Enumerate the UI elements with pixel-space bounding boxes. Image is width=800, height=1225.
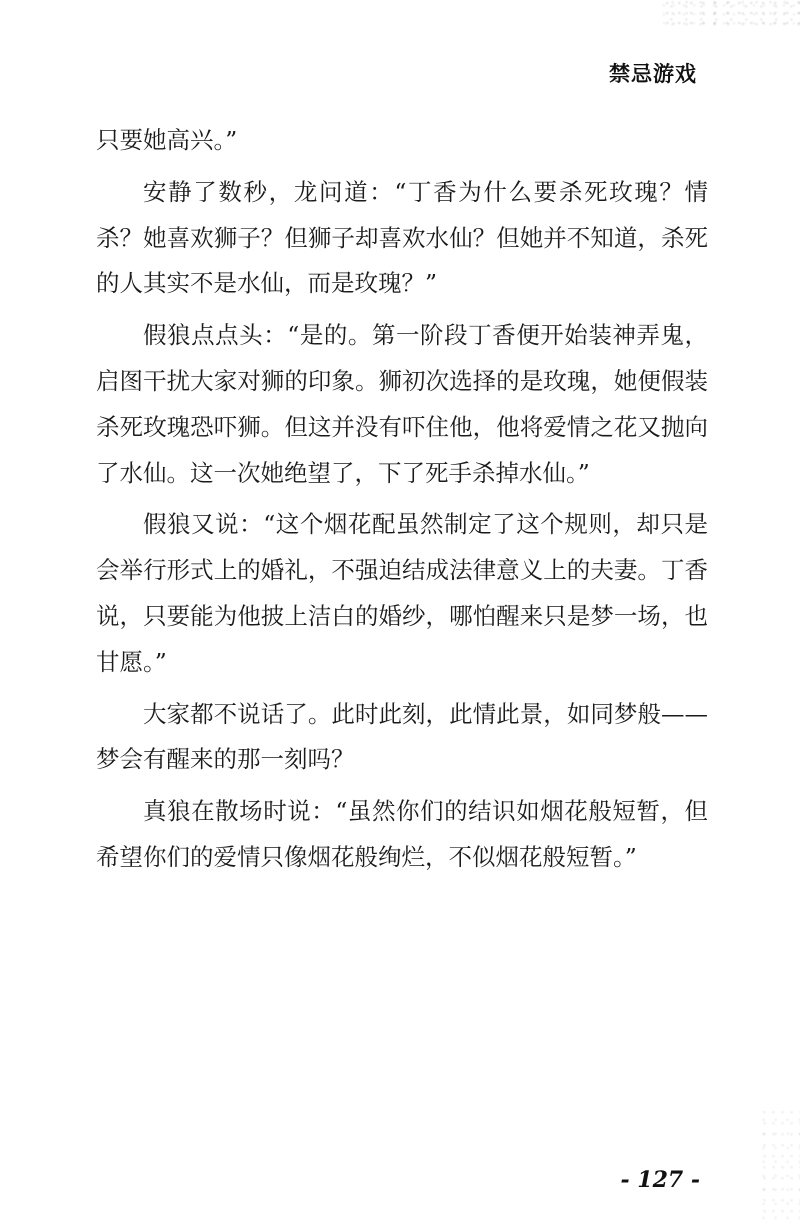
paragraph-1: 只要她高兴。” [96,126,238,154]
scan-noise-edge [760,1110,800,1220]
paragraph-4: 假狼又说：“这个烟花配虽然制定了这个规则，却只是会举行形式上的婚礼，不强迫结成法律意义上的夫妻。丁香说，只要能为他披上洁白的婚纱，哪怕醒来只是梦一场，也甘愿。” [96,510,708,676]
scan-noise-top [660,0,800,28]
paragraph-5: 大家都不说话了。此时此刻，此情此景，如同梦般——梦会有醒来的那一刻吗？ [96,699,708,774]
running-header-title: 禁忌游戏 [609,62,697,86]
paragraph-6: 真狼在散场时说：“虽然你们的结识如烟花般短暂，但希望你们的爱情只像烟花般绚烂，不似烟花般短暂。” [96,797,708,871]
body-text [96,118,708,887]
paragraph-3: 假狼点点头：“是的。第一阶段丁香便开始装神弄鬼，启图干扰大家对狮的印象。狮初次选择的是玫瑰，她便假装杀死玫瑰恐吓狮。但这并没有吓住他，他将爱情之花又抛向了水仙。这一次她绝望了，下了死手杀掉水仙。” [96,321,708,487]
page-number: - 127 - [620,1167,700,1193]
paragraph-2: 安静了数秒，龙问道：“丁香为什么要杀死玫瑰？情杀？她喜欢狮子？但狮子却喜欢水仙？但她并不知道，杀死的人其实不是水仙，而是玫瑰？” [96,177,708,298]
